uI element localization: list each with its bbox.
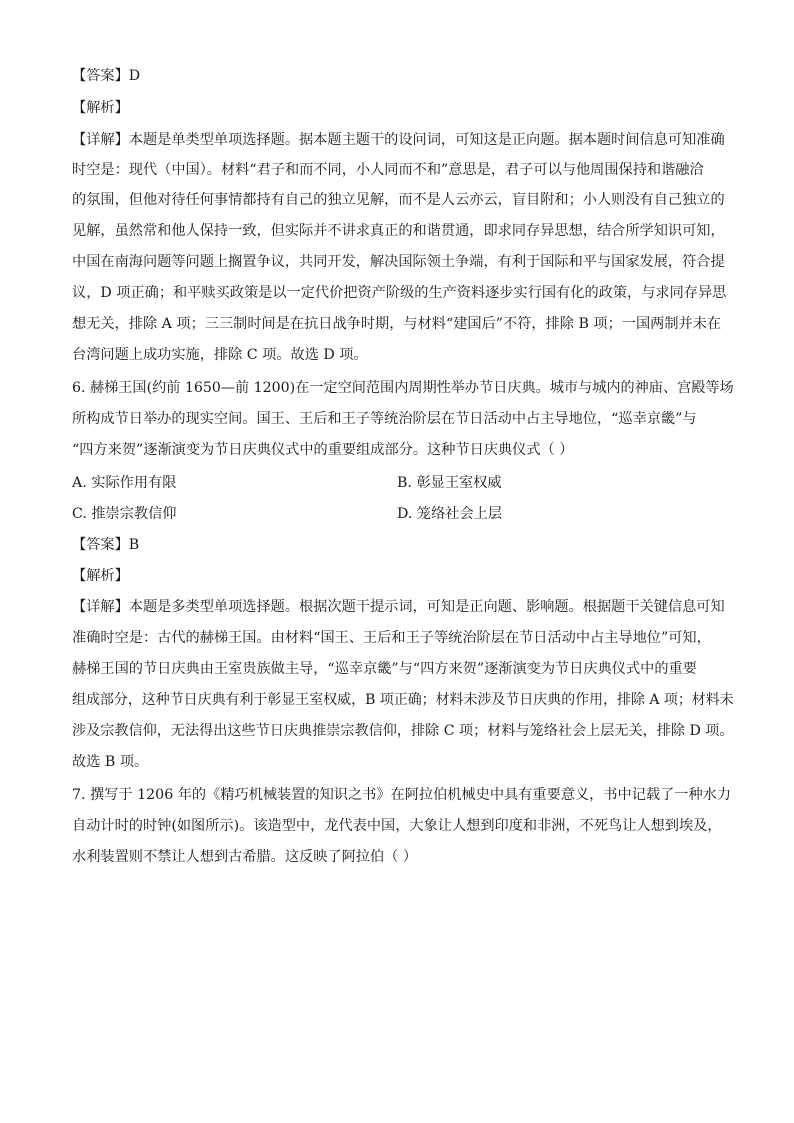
q6-option-c: C. 推崇宗教信仰 [72, 506, 177, 522]
q6-detail-line: 故选 B 项。 [72, 754, 149, 770]
q5-answer: 【答案】D [72, 68, 141, 84]
q6-option-b: B. 彰显王室权威 [397, 475, 502, 491]
q6-option-d: D. 笼络社会上层 [397, 506, 503, 522]
q6-detail-line: 涉及宗教信仰，无法得出这些节日庆典推崇宗教信仰，排除 C 项；材料与笼络社会上层无关，排除 D 项。 [72, 723, 734, 739]
q6-stem-line: 6. 赫梯王国(约前 1650—前 1200)在一定空间范围内周期性举办节日庆典。城市与城内的神庙、宫殿等场 [72, 380, 734, 396]
q6-stem-line: 所构成节日举办的现实空间。国王、王后和王子等统治阶层在节日活动中占主导地位，“巡幸京畿”与 [72, 411, 697, 427]
q5-detail-line: 想无关，排除 A 项；三三制时间是在抗日战争时期，与材料“建国后”不符，排除 B 项；一国两制并未在 [72, 316, 722, 332]
q5-detail-line: 中国在南海问题等问题上搁置争议，共同开发，解决国际领土争端，有利于国际和平与国家发展，符合提 [72, 254, 725, 270]
q5-detail-line: 【详解】本题是单类型单项选择题。据本题主题干的设问词，可知这是正向题。据本题时间信息可知准确 [72, 132, 725, 148]
q5-analysis-heading: 【解析】 [72, 100, 129, 116]
q7-stem-line: 7. 撰写于 1206 年的《精巧机械装置的知识之书》在阿拉伯机械史中具有重要意义，书中记载了一种水力 [72, 787, 732, 803]
q7-stem-line: 水利装置则不禁让人想到古希腊。这反映了阿拉伯（ ） [72, 849, 418, 865]
q5-detail-line: 时空是：现代（中国）。材料“君子和而不同，小人同而不和”意思是，君子可以与他周围保持和谐融洽 [72, 162, 704, 178]
q5-detail-line: 见解，虽然常和他人保持一致，但实际并不讲求真正的和谐贯通，即求同存异思想，结合所学知识可知， [72, 223, 725, 239]
q6-detail-line: 准确时空是：古代的赫梯王国。由材料“国王、王后和王子等统治阶层在节日活动中占主导地位”可知， [72, 630, 711, 646]
q6-detail-line: 赫梯王国的节日庆典由王室贵族做主导，“巡幸京畿”与“四方来贺”逐渐演变为节日庆典仪式中的重要 [72, 661, 697, 677]
q6-analysis-heading: 【解析】 [72, 568, 129, 584]
q5-detail-line: 议，D 项正确；和平赎买政策是以一定代价把资产阶级的生产资料逐步实行国有化的政策，与求同存异思 [72, 285, 727, 301]
q7-stem-line: 自动计时的时钟(如图所示)。该造型中，龙代表中国，大象让人想到印度和非洲，不死鸟让人想到埃及， [72, 818, 722, 834]
q6-detail-line: 【详解】本题是多类型单项选择题。根据次题干提示词，可知是正向题、影响题。根据题干关键信息可知 [72, 599, 725, 615]
q5-detail-line: 台湾问题上成功实施，排除 C 项。故选 D 项。 [72, 347, 368, 363]
q6-option-a: A. 实际作用有限 [72, 475, 177, 491]
q5-detail-line: 的氛围，但他对待任何事情都持有自己的独立见解，而不是人云亦云，盲目附和；小人则没有自己独立的 [72, 192, 725, 208]
q6-answer: 【答案】B [72, 537, 140, 553]
q6-detail-line: 组成部分，这种节日庆典有利于彰显王室权威，B 项正确；材料未涉及节日庆典的作用，排除 A 项；材料未 [72, 692, 734, 708]
q6-stem-line: “四方来贺”逐渐演变为节日庆典仪式中的重要组成部分。这种节日庆典仪式（ ） [72, 442, 574, 458]
